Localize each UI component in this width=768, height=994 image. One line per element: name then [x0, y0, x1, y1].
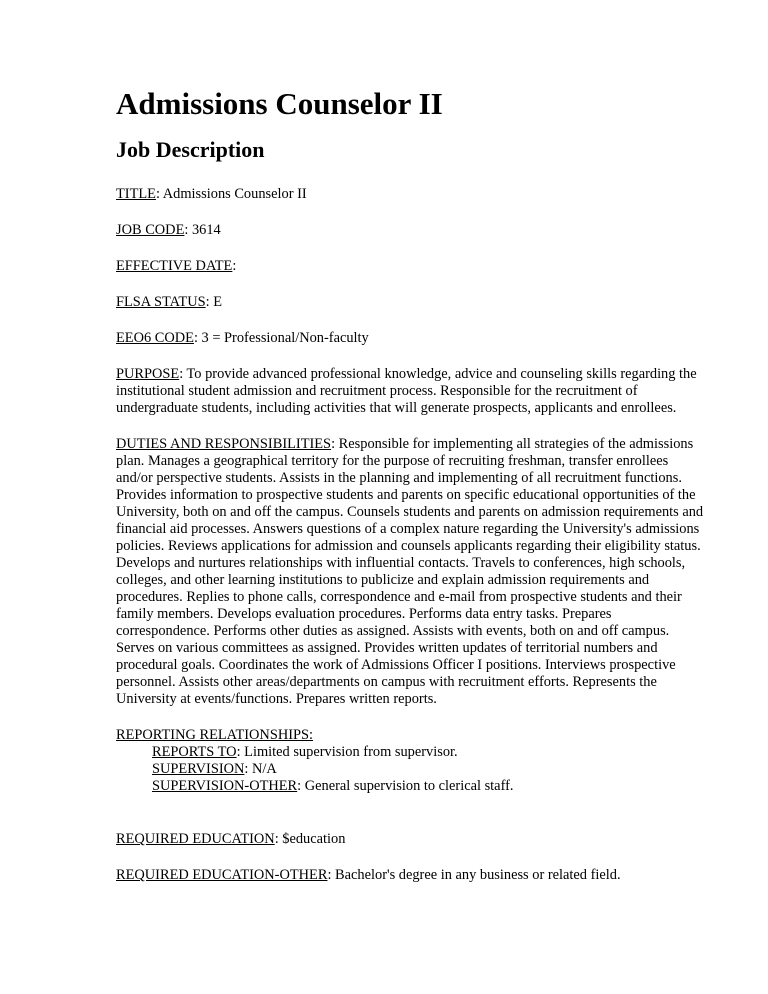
- field-flsa-status-value: : E: [205, 294, 223, 310]
- field-purpose-label: PURPOSE: [116, 366, 180, 382]
- field-job-code: [116, 222, 708, 239]
- field-flsa-status-label: FLSA STATUS: [116, 294, 206, 310]
- field-reports-to: [116, 744, 708, 761]
- field-supervision: [116, 761, 708, 778]
- field-title-label: TITLE: [116, 186, 156, 202]
- field-supervision-value: : N/A: [244, 761, 277, 777]
- field-required-education-other: [116, 867, 708, 884]
- field-required-education-other-value: : Bachelor's degree in any business or related field.: [327, 867, 621, 883]
- page-subtitle: Job Description: [116, 137, 265, 162]
- page-title: Admissions Counselor II: [116, 86, 443, 121]
- field-duties-label: DUTIES AND RESPONSIBILITIES: [116, 436, 332, 452]
- field-effective-date-value: :: [232, 258, 237, 274]
- field-reporting: [116, 727, 708, 744]
- reporting-section: [116, 727, 708, 795]
- field-duties-value: : Responsible for implementing all strategies of the admissions plan. Manages a geographical territory for the purpose of recruiting freshman, transfer enrollees and/or perspective students. Assists in the planning and implementing of all recruitment functions. Provides information to prospective students and parents on specific educational opportunities of the University, both on and off the campus. Counsels students and parents on admission requirements and financial aid processes. Answers questions of a complex nature regarding the University's admissions policies. Reviews applications for admission and counsels applicants regarding their eligibility status. Develops and nurtures relationships with influential contacts. Travels to conferences, high schools, colleges, and other learning institutions to publicize and explain admission requirements and procedures. Replies to phone calls, correspondence and e-mail from prospective students and their family members. Develops evaluation procedures. Performs data entry tasks. Prepares correspondence. Performs other duties as assigned. Assists with events, both on and off campus. Serves on various committees as assigned. Provides written updates of territorial numbers and procedural goals. Coordinates the work of Admissions Officer I positions. Interviews prospective personnel. Assists other areas/departments on campus with recruitment efforts. Represents the University at events/functions. Prepares written reports.: [116, 436, 704, 707]
- field-supervision-other-label: SUPERVISION-OTHER: [152, 778, 298, 794]
- field-eeo6-code-label: EEO6 CODE: [116, 330, 194, 346]
- field-title: [116, 186, 708, 203]
- field-job-code-value: : 3614: [184, 222, 221, 238]
- field-effective-date: [116, 258, 708, 275]
- field-required-education-other-label: REQUIRED EDUCATION-OTHER: [116, 867, 328, 883]
- field-required-education-value: : $education: [274, 831, 346, 847]
- field-reporting-label: REPORTING RELATIONSHIPS:: [116, 727, 314, 743]
- field-supervision-other: [116, 778, 708, 795]
- field-purpose: [116, 366, 708, 417]
- field-duties: [116, 436, 708, 708]
- field-reports-to-label: REPORTS TO: [152, 744, 237, 760]
- field-effective-date-label: EFFECTIVE DATE: [116, 258, 233, 274]
- field-reports-to-value: : Limited supervision from supervisor.: [236, 744, 458, 760]
- field-flsa-status: [116, 294, 708, 311]
- field-eeo6-code: [116, 330, 708, 347]
- field-supervision-label: SUPERVISION: [152, 761, 245, 777]
- field-title-value: : Admissions Counselor II: [155, 186, 307, 202]
- field-required-education: [116, 831, 708, 848]
- field-required-education-label: REQUIRED EDUCATION: [116, 831, 275, 847]
- field-job-code-label: JOB CODE: [116, 222, 185, 238]
- field-purpose-value: : To provide advanced professional knowledge, advice and counseling skills regarding the institutional student admission and recruitment process. Responsible for the recruitment of undergraduate students, including activities that will generate prospects, applicants and enrollees.: [116, 366, 697, 416]
- field-supervision-other-value: : General supervision to clerical staff.: [297, 778, 514, 794]
- field-eeo6-code-value: : 3 = Professional/Non-faculty: [193, 330, 369, 346]
